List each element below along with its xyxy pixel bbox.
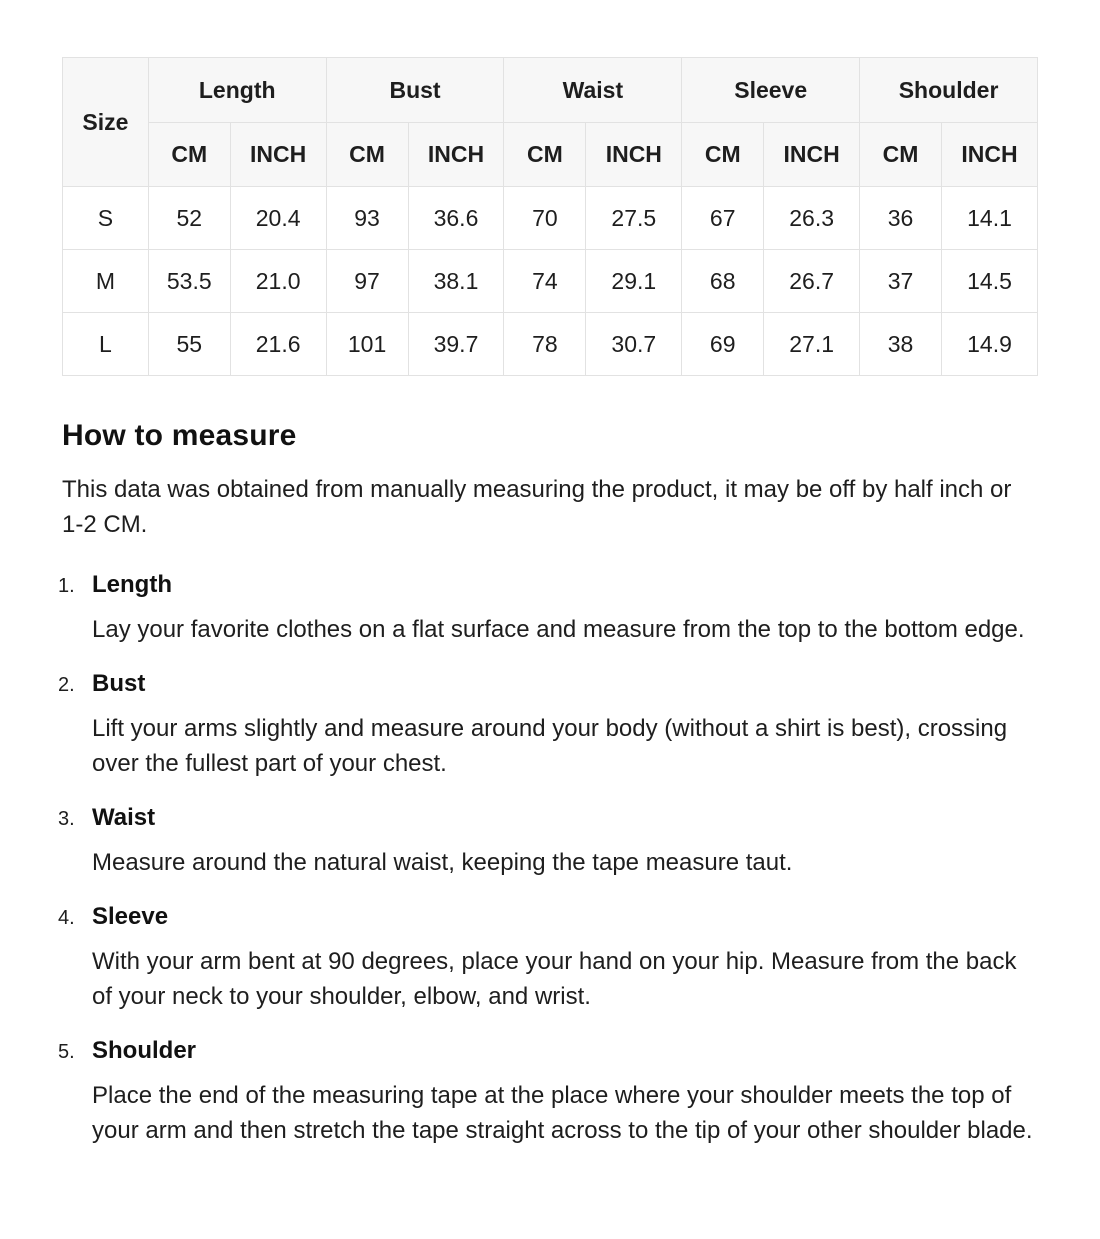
measurement-cell: 93 [326,187,408,250]
measurement-cell: 21.0 [230,250,326,313]
unit-header-inch: INCH [408,123,504,187]
measurement-cell: 14.9 [942,313,1038,376]
step-title: Waist [92,804,156,831]
step-length [58,571,1038,647]
unit-header-inch: INCH [586,123,682,187]
unit-header-inch: INCH [942,123,1038,187]
measurement-cell: 36.6 [408,187,504,250]
measurement-cell: 67 [682,187,764,250]
measurement-cell: 53.5 [148,250,230,313]
table-row-size-m [63,250,1038,313]
unit-header-cm: CM [504,123,586,187]
size-chart-table [62,57,1038,376]
step-header [58,804,1038,832]
step-description: Lift your arms slightly and measure around your body (without a shirt is best), crossing over the fullest part of your chest. [92,715,1008,777]
measurement-cell: 68 [682,250,764,313]
measurement-cell: 38.1 [408,250,504,313]
measurement-cell: 26.3 [764,187,860,250]
step-number: 3. [58,808,75,830]
group-header-shoulder: Shoulder [860,58,1038,123]
unit-header-cm: CM [860,123,942,187]
measurement-cell: 38 [860,313,942,376]
step-waist [58,804,1038,880]
size-cell: M [63,250,149,313]
step-number: 1. [58,575,75,597]
step-description: Place the end of the measuring tape at the place where your shoulder meets the top of your arm and then stretch the tape straight across to the tip of your other shoulder blade. [92,1082,1033,1144]
table-unit-header-row [63,123,1038,187]
size-cell: S [63,187,149,250]
measurement-cell: 26.7 [764,250,860,313]
step-title: Bust [92,670,146,697]
table-row-size-l [63,313,1038,376]
step-number: 2. [58,674,75,696]
intro-paragraph: This data was obtained from manually measuring the product, it may be off by half inch or 1-2 CM. [62,476,1012,538]
step-title: Shoulder [92,1037,197,1064]
group-header-waist: Waist [504,58,682,123]
step-header [58,903,1038,931]
measurement-cell: 55 [148,313,230,376]
unit-header-cm: CM [148,123,230,187]
group-header-sleeve: Sleeve [682,58,860,123]
measurement-cell: 27.5 [586,187,682,250]
step-header [58,1037,1038,1065]
measurement-cell: 74 [504,250,586,313]
measurement-cell: 52 [148,187,230,250]
measurement-cell: 39.7 [408,313,504,376]
step-shoulder [58,1037,1038,1148]
step-description: With your arm bent at 90 degrees, place your hand on your hip. Measure from the back of your neck to your shoulder, elbow, and wrist. [92,948,1017,1010]
measurement-cell: 20.4 [230,187,326,250]
measurement-cell: 30.7 [586,313,682,376]
measurement-cell: 97 [326,250,408,313]
group-header-bust: Bust [326,58,504,123]
table-group-header-row [63,58,1038,123]
size-cell: L [63,313,149,376]
step-sleeve [58,903,1038,1014]
measurement-cell: 27.1 [764,313,860,376]
measurement-cell: 101 [326,313,408,376]
unit-header-cm: CM [682,123,764,187]
step-number: 4. [58,907,75,929]
step-title: Length [92,571,172,598]
step-description: Lay your favorite clothes on a flat surface and measure from the top to the bottom edge. [92,616,1025,643]
step-bust [58,670,1038,781]
measurement-cell: 14.1 [942,187,1038,250]
how-to-measure-heading: How to measure [62,419,297,452]
step-description: Measure around the natural waist, keeping the tape measure taut. [92,849,793,876]
measurement-cell: 21.6 [230,313,326,376]
measurement-cell: 78 [504,313,586,376]
unit-header-inch: INCH [230,123,326,187]
step-title: Sleeve [92,903,169,930]
step-header [58,670,1038,698]
measurement-cell: 36 [860,187,942,250]
step-header [58,571,1038,599]
step-number: 5. [58,1041,75,1063]
measurement-cell: 14.5 [942,250,1038,313]
measurement-cell: 37 [860,250,942,313]
size-column-header: Size [63,58,149,187]
measurement-cell: 69 [682,313,764,376]
unit-header-inch: INCH [764,123,860,187]
group-header-length: Length [148,58,326,123]
measurement-cell: 29.1 [586,250,682,313]
measurement-cell: 70 [504,187,586,250]
table-row-size-s [63,187,1038,250]
unit-header-cm: CM [326,123,408,187]
measure-steps-list [58,571,1038,1148]
